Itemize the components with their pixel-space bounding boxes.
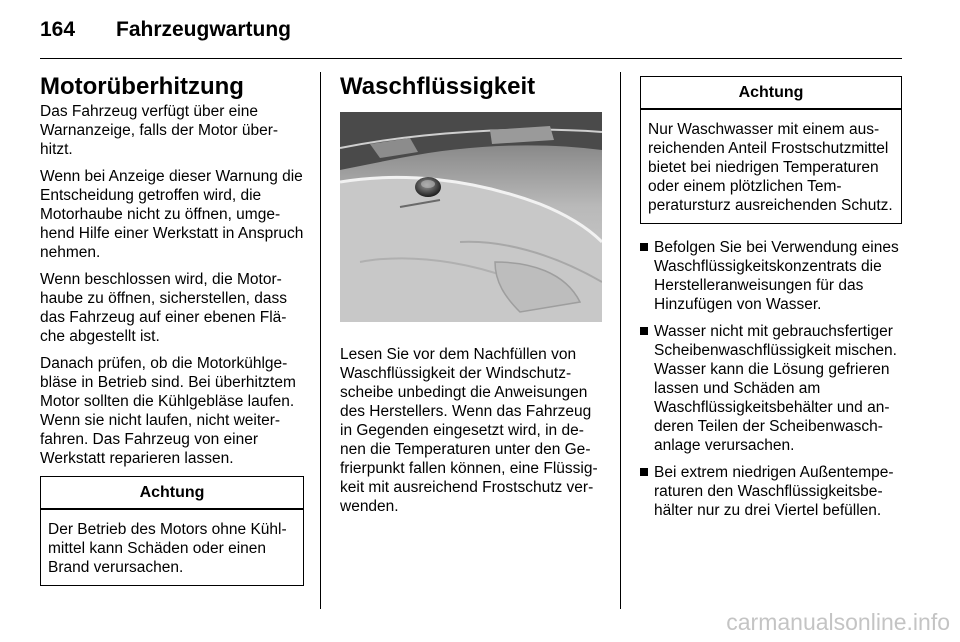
- chapter-title: Fahrzeugwartung: [116, 18, 292, 41]
- bullet-square-icon: [640, 468, 648, 476]
- warning-title: Achtung: [738, 84, 804, 101]
- warning-text: Der Betrieb des Motors ohne Kühlmittel kann Schäden oder einen Brand verursachen.: [48, 520, 287, 576]
- washer-reservoir-photo: [340, 112, 602, 322]
- header-rule: [40, 58, 902, 59]
- page-number: 164: [40, 18, 76, 41]
- paragraph: Das Fahrzeug verfügt über eine Warnanzeige, falls der Motor überhitzt.: [40, 103, 279, 158]
- page-header: [40, 18, 291, 42]
- column-divider: [620, 72, 621, 609]
- column-washer-fluid: [340, 72, 604, 524]
- bullet-square-icon: [640, 327, 648, 335]
- paragraph: Wenn beschlossen wird, die Motorhaube zu öffnen, sicherstellen, dass das Fahrzeug auf einer ebenen Fläche abgestellt ist.: [40, 271, 288, 345]
- bullet-square-icon: [640, 243, 648, 251]
- warning-text: Nur Waschwasser mit einem ausreichenden Anteil Frostschutzmittel bietet bei niedrigen Temperaturen oder einem plötzlichen Temperatursturz ausreichenden Schutz.: [648, 120, 893, 214]
- paragraph: Lesen Sie vor dem Nachfüllen von Waschflüssigkeit der Windschutzscheibe unbedingt die Anweisungen des Herstellers. Wenn das Fahrzeug in Gegenden eingesetzt wird, in denen die Temperaturen unter den Gefrierpunkt fallen können, eine Flüssigkeit mit ausreichend Frostschutz verwenden.: [340, 346, 598, 515]
- paragraph: Danach prüfen, ob die Motorkühlgebläse in Betrieb sind. Bei überhitztem Motor sollten die Kühlgebläse laufen. Wenn sie nicht laufen, nicht weiterfahren. Das Fahrzeug von einer Werkstatt reparieren lassen.: [40, 355, 296, 467]
- warning-box: [640, 76, 902, 224]
- list-item: Wasser nicht mit gebrauchsfertiger Scheibenwaschflüssigkeit mischen. Wasser kann die Lösung gefrieren lassen und Schäden am Waschflüssigkeitsbehälter und anderen Teilen der Scheibenwaschanlage verursachen.: [640, 322, 902, 455]
- watermark: carmanualsonline.info: [726, 609, 950, 635]
- warning-box: [40, 476, 304, 586]
- paragraph: Wenn bei Anzeige dieser Warnung die Entscheidung getroffen wird, die Motorhaube nicht zu öffnen, umgehend Hilfe einer Werkstatt in Anspruch nehmen.: [40, 168, 304, 261]
- list-item: Befolgen Sie bei Verwendung eines Waschflüssigkeitskonzentrats die Herstelleranweisungen für das Hinzufügen von Wasser.: [640, 238, 902, 314]
- section-heading: Motorüberhitzung: [40, 73, 244, 100]
- list-item: Bei extrem niedrigen Außentemperaturen den Waschflüssigkeitsbehälter nur zu drei Viertel befüllen.: [640, 463, 902, 520]
- bullet-list: [640, 238, 902, 520]
- section-heading: Waschflüssigkeit: [340, 73, 536, 100]
- warning-title: Achtung: [139, 484, 205, 501]
- column-washer-notes: [640, 72, 902, 528]
- column-engine-overheating: [40, 72, 304, 586]
- column-divider: [320, 72, 321, 609]
